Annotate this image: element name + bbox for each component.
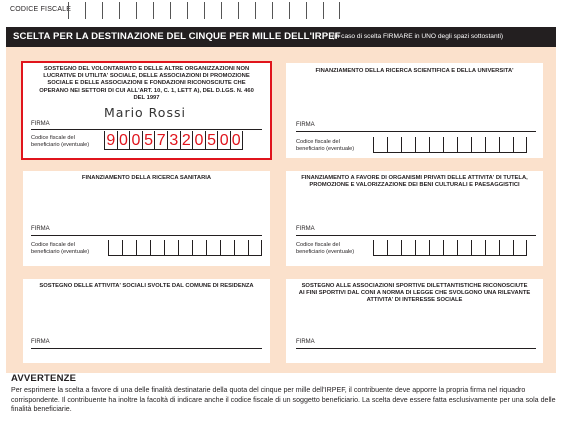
card-title: FINANZIAMENTO A FAVORE DI ORGANISMI PRIVATI DELLE ATTIVITA' DI TUTELA, PROMOZIONE E VALORIZZAZIONE DEI BENI CULTURALI E PAESAGGISTICI	[301, 175, 528, 189]
cf-digit-box[interactable]	[429, 240, 443, 256]
cf-digit-box[interactable]: 0	[217, 131, 230, 150]
cf-digit-box[interactable]	[108, 240, 122, 256]
cf-beneficiario-input[interactable]	[373, 137, 527, 153]
firma-line	[31, 129, 262, 130]
cf-beneficiario-input[interactable]	[104, 131, 243, 150]
cf-digit-box[interactable]	[513, 137, 527, 153]
avvertenze-text: Per esprimere la scelta a favore di una delle finalità destinatarie della quota del cinque per mille dell'IRPEF, il contribuente deve apporre la propria firma nel riquadro corrispondente. Il contribuente ha inoltre la facoltà di indicare anche il codice fiscale di un soggetto beneficiario. La scelta deve essere fatta esclusivamente per una sola delle finalità beneficiarie.	[11, 386, 556, 414]
cf-digit-box[interactable]	[513, 240, 527, 256]
firma-label: FIRMA	[296, 122, 315, 128]
cf-digit-box[interactable]	[206, 240, 220, 256]
avvertenze-title: AVVERTENZE	[11, 373, 77, 384]
cf-digit-box[interactable]	[429, 137, 443, 153]
firma-line[interactable]	[31, 348, 262, 349]
codice-fiscale-label: CODICE FISCALE	[10, 6, 72, 13]
cf-digit-box[interactable]	[164, 240, 178, 256]
codice-fiscale-box[interactable]	[153, 2, 170, 19]
cf-digit-box[interactable]	[220, 240, 234, 256]
firma-label: FIRMA	[31, 339, 50, 345]
codice-fiscale-box[interactable]	[289, 2, 306, 19]
cf-digit-box[interactable]	[457, 240, 471, 256]
cf-digit-box[interactable]	[387, 137, 401, 153]
codice-fiscale-box[interactable]	[238, 2, 255, 19]
cf-digit-box[interactable]	[178, 240, 192, 256]
firma-signature[interactable]: Mario Rossi	[104, 105, 186, 120]
cf-beneficiario-label: Codice fiscale del beneficiario (eventuale)	[31, 135, 90, 148]
card-ricerca-scientifica	[286, 63, 543, 158]
firma-label: FIRMA	[296, 226, 315, 232]
cf-digit-box[interactable]: 3	[167, 131, 180, 150]
card-associazioni-sportive	[286, 279, 543, 363]
codice-fiscale-box[interactable]	[85, 2, 102, 19]
section-note: (in caso di scelta FIRMARE in UNO degli spazi sottostanti)	[332, 33, 504, 40]
codice-fiscale-box[interactable]	[170, 2, 187, 19]
cf-digit-box[interactable]	[401, 137, 415, 153]
cf-digit-box[interactable]	[471, 240, 485, 256]
cf-digit-box[interactable]	[373, 137, 387, 153]
cf-digit-box[interactable]	[136, 240, 150, 256]
codice-fiscale-box[interactable]	[323, 2, 340, 19]
cf-digit-box[interactable]	[150, 240, 164, 256]
card-volontariato	[23, 63, 270, 158]
cf-digit-box[interactable]	[192, 240, 206, 256]
cf-digit-box[interactable]	[499, 137, 513, 153]
cf-digit-box[interactable]	[122, 240, 136, 256]
cf-digit-box[interactable]	[457, 137, 471, 153]
cf-digit-box[interactable]	[471, 137, 485, 153]
cf-digit-box[interactable]: 0	[117, 131, 130, 150]
cf-digit-box[interactable]	[485, 137, 499, 153]
cf-beneficiario-input[interactable]	[108, 240, 262, 256]
cf-digit-box[interactable]: 9	[104, 131, 117, 150]
cf-digit-box[interactable]	[443, 137, 457, 153]
cf-digit-box[interactable]: 5	[142, 131, 155, 150]
codice-fiscale-box[interactable]	[221, 2, 238, 19]
firma-label: FIRMA	[296, 339, 315, 345]
cf-digit-box[interactable]	[248, 240, 262, 256]
codice-fiscale-box[interactable]	[306, 2, 323, 19]
section-title: SCELTA PER LA DESTINAZIONE DEL CINQUE PER MILLE DELL'IRPEF	[13, 31, 341, 42]
card-ricerca-sanitaria	[23, 171, 270, 266]
cf-digit-box[interactable]: 0	[192, 131, 205, 150]
cf-digit-box[interactable]	[234, 240, 248, 256]
cf-digit-box[interactable]: 0	[129, 131, 142, 150]
codice-fiscale-box[interactable]	[119, 2, 136, 19]
cf-digit-box[interactable]	[499, 240, 513, 256]
card-title: SOSTEGNO DELLE ATTIVITA' SOCIALI SVOLTE DAL COMUNE DI RESIDENZA	[39, 283, 254, 289]
card-title: FINANZIAMENTO DELLA RICERCA SANITARIA	[81, 175, 212, 181]
card-title: SOSTEGNO DEL VOLONTARIATO E DELLE ALTRE ORGANIZZAZIONI NON LUCRATIVE DI UTILITA' SOCIALE, DELLE ASSOCIAZIONI DI PROMOZIONE SOCIALE E DELLE ASSOCIAZIONI E FONDAZIONI RICONOSCIUTE CHE OPERANO NEI SETTORI DI CUI ALL'ART. 10, C. 1, LETT A), DEL D.LGS. N. 460 DEL 1997	[39, 66, 254, 101]
firma-line[interactable]	[31, 235, 262, 236]
codice-fiscale-input[interactable]	[68, 2, 340, 19]
cf-digit-box[interactable]	[415, 137, 429, 153]
firma-label: FIRMA	[31, 226, 50, 232]
codice-fiscale-box[interactable]	[102, 2, 119, 19]
cf-beneficiario-label: Codice fiscale del beneficiario (eventuale)	[31, 242, 90, 255]
codice-fiscale-box[interactable]	[136, 2, 153, 19]
cf-digit-box[interactable]	[443, 240, 457, 256]
scelta-panel	[6, 47, 556, 373]
cf-digit-box[interactable]: 0	[231, 132, 241, 149]
firma-label: FIRMA	[31, 121, 50, 127]
cf-digit-box[interactable]	[415, 240, 429, 256]
codice-fiscale-box[interactable]	[204, 2, 221, 19]
codice-fiscale-box[interactable]	[272, 2, 289, 19]
firma-line[interactable]	[296, 348, 536, 349]
cf-beneficiario-label: Codice fiscale del beneficiario (eventuale)	[296, 139, 355, 152]
cf-digit-box[interactable]	[373, 240, 387, 256]
cf-digit-box[interactable]	[401, 240, 415, 256]
card-beni-culturali	[286, 171, 543, 266]
cf-beneficiario-input[interactable]	[373, 240, 527, 256]
codice-fiscale-box[interactable]	[187, 2, 204, 19]
codice-fiscale-row	[0, 0, 562, 24]
firma-line[interactable]	[296, 235, 536, 236]
card-title: FINANZIAMENTO DELLA RICERCA SCIENTIFICA E DELLA UNIVERSITA'	[315, 68, 514, 74]
cf-digit-box[interactable]: 5	[205, 131, 218, 150]
firma-line[interactable]	[296, 131, 536, 132]
cf-digit-box[interactable]	[387, 240, 401, 256]
codice-fiscale-box[interactable]	[255, 2, 272, 19]
cf-digit-box[interactable]	[485, 240, 499, 256]
card-comune-residenza	[23, 279, 270, 363]
card-title: SOSTEGNO ALLE ASSOCIAZIONI SPORTIVE DILETTANTISTICHE RICONOSCIUTE AI FINI SPORTIVI DAL CONI A NORMA DI LEGGE CHE SVOLGONO UNA RILEVANTE ATTIVITA' DI INTERESSE SOCIALE	[298, 283, 531, 304]
section-header	[6, 27, 556, 47]
avvertenze-section	[11, 373, 556, 415]
cf-digit-box[interactable]: 2	[180, 131, 193, 150]
cf-digit-box[interactable]: 7	[154, 131, 167, 150]
codice-fiscale-box[interactable]	[68, 2, 85, 19]
cf-beneficiario-label: Codice fiscale del beneficiario (eventuale)	[296, 242, 355, 255]
